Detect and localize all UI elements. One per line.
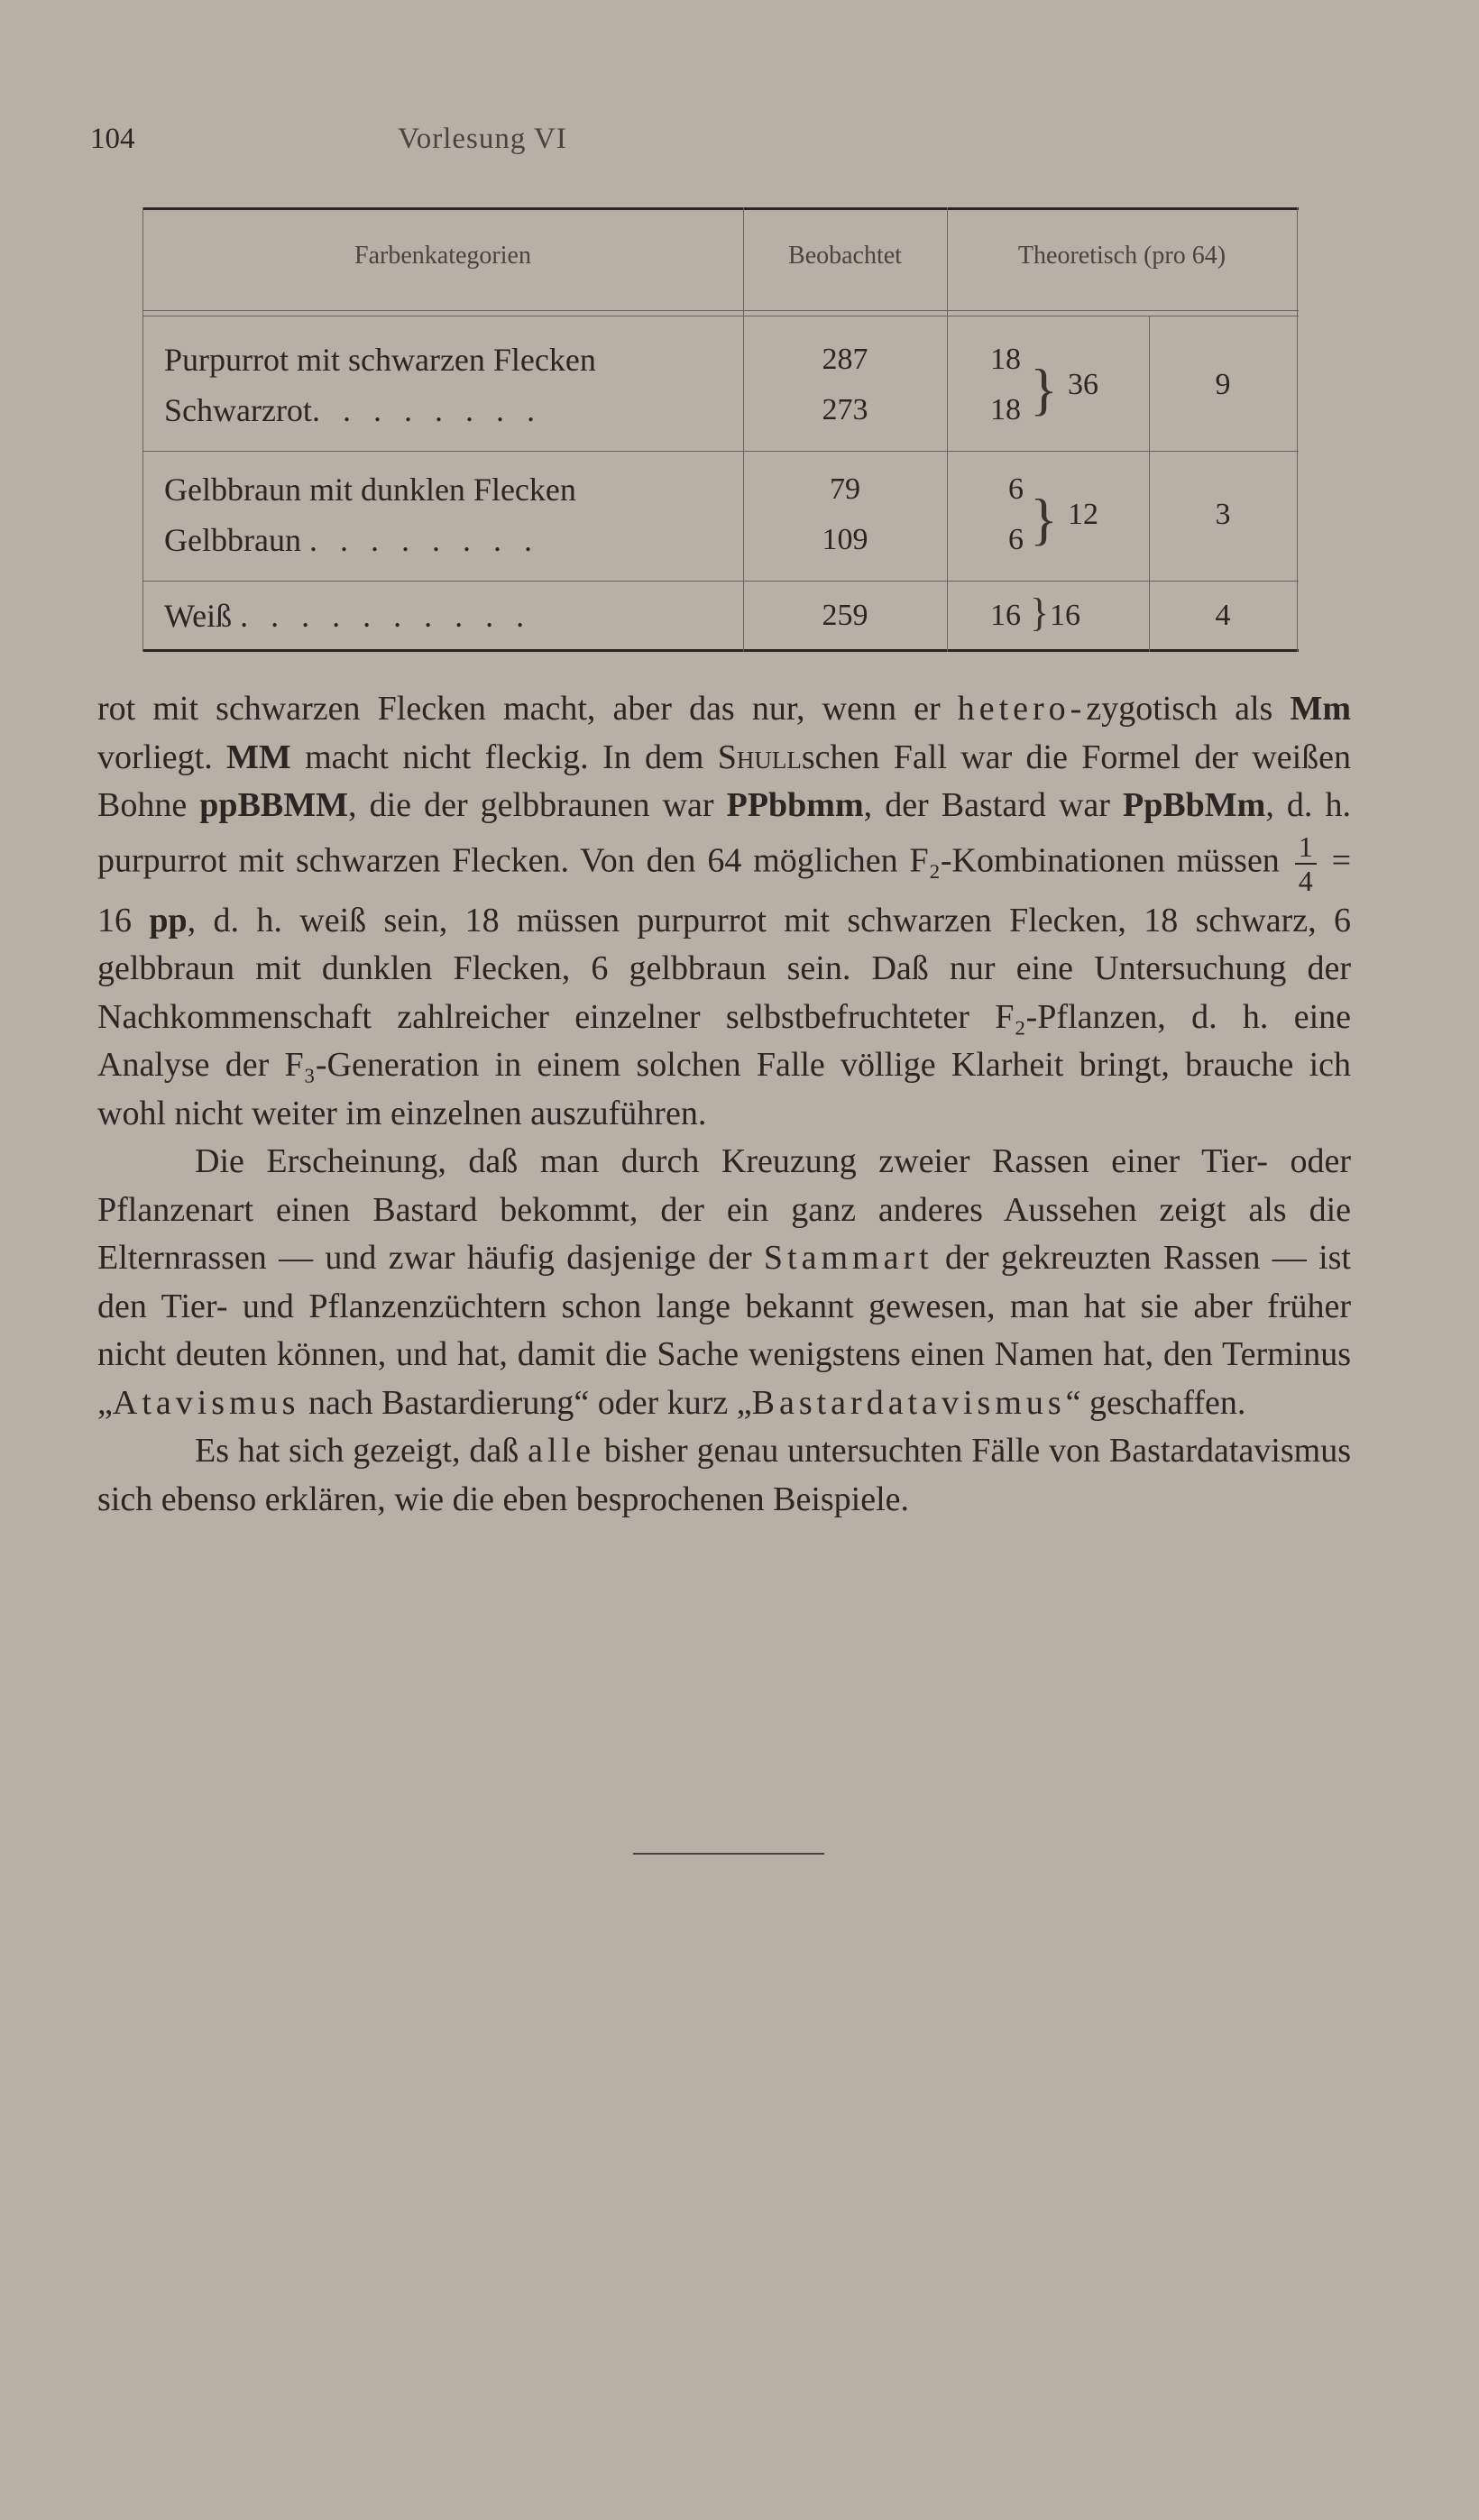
table-left-line: [142, 207, 143, 652]
fraction: [1295, 830, 1317, 897]
author-shull: Shull: [717, 738, 802, 776]
emphasis-alle: alle: [528, 1432, 595, 1470]
row-leader: . . . . . . . .: [311, 392, 542, 428]
header-theoretisch: Theoretisch (pro 64): [1017, 242, 1226, 270]
row-label: Purpurrot mit schwarzen Flecken: [164, 342, 596, 378]
end-rule: [633, 1853, 824, 1855]
paragraph-1: rot mit schwarzen Flecken macht, aber das nur, wenn er hetero-zygotisch als Mm vorliegt. MM macht nicht fleckig. In dem Shullschen Fall war die Formel der weißen Bohne ppBBMM, die der gelbbraunen war PPbbmm, der Bastard war PpBbMm, d. h. purpurrot mit schwarzen Flecken. Von den 64 möglichen F₂-Kombinationen müssen $\frac{1}{4}$ = 16 pp, d. h. weiß sein, 18 müssen purpurrot mit schwarzen Flecken, 18 schwarz, 6 gelbbraun mit dunklen Flecken, 6 gelbbraun sein. Daß nur eine Untersuchung der Nachkommenschaft zahlreicher einzelner selbstbefruchteter F₂-Pflanzen, d. h. eine Analyse der F₃-Generation in einem solchen Falle völlige Klarheit bringt, brauche ich wohl nicht weiter im einzelnen auszuführen.: [97, 690, 1351, 1132]
group-subtotal: 36: [1068, 368, 1098, 401]
page-number: 104: [90, 123, 135, 155]
formula-ppBBMM: ppBBMM: [199, 786, 348, 824]
row-theory: 6: [1008, 523, 1024, 556]
row-observed: 109: [822, 523, 868, 556]
row-label: Weiß: [164, 598, 233, 634]
formula-pp: pp: [149, 901, 188, 939]
formula-PpBbMm: PpBbMm: [1122, 786, 1266, 824]
emphasis-bastardatavismus: Bastardatavismus: [751, 1383, 1066, 1422]
formula-Mm: Mm: [1290, 690, 1351, 728]
emphasis-stammart: Stammart: [763, 1239, 933, 1277]
paragraph-3: Es hat sich gezeigt, daß alle bisher genau untersuchten Fälle von Bastardatavismus sich ebenso erklären, wie die eben besprochenen Beispiele.: [97, 1432, 1351, 1518]
running-head: Vorlesung VI: [398, 123, 567, 155]
formula-PPbbmm: PPbbmm: [726, 786, 864, 824]
fraction-denominator: 4: [1298, 864, 1313, 897]
group-ratio: 9: [1215, 368, 1231, 401]
group-subtotal: 12: [1068, 498, 1098, 531]
col-divider-2: [947, 207, 948, 652]
table-right-line: [1297, 207, 1298, 652]
row-leader: . . . . . . . .: [308, 522, 539, 558]
body-text: [97, 685, 1351, 1524]
emphasis-atavismus: Atavismus: [112, 1383, 300, 1422]
group-ratio: 3: [1215, 498, 1231, 531]
emphasis-hetero: hetero-: [957, 690, 1087, 728]
header-beobachtet: Beobachtet: [788, 242, 902, 270]
row-observed: 79: [830, 472, 860, 506]
header-farbenkategorien: Farbenkategorien: [354, 242, 531, 270]
row-theory: 6: [1008, 472, 1024, 506]
formula-MM: MM: [226, 738, 291, 776]
fraction-numerator: 1: [1295, 830, 1317, 865]
row-label: Gelbbraun: [164, 522, 301, 558]
paragraph-2: Die Erscheinung, daß man durch Kreuzung zweier Rassen einer Tier- oder Pflanzenart einen Bastard bekommt, der ein ganz anderes Aussehen zeigt als die Elternrassen — und zwar häufig dasjenige der Stammart der gekreuzten Rassen — ist den Tier- und Pflanzenzüchtern schon lange bekannt gewesen, man hat sie aber früher nicht deuten können, und hat, damit die Sache wenigstens einen Namen hat, den Terminus „Atavismus nach Bastardierung“ oder kurz „Bastardatavismus“ geschaffen.: [97, 1142, 1351, 1422]
table-bottom-rule: [142, 649, 1299, 652]
page-header: [90, 123, 1299, 166]
row-label-line: [164, 595, 531, 637]
row-leader: . . . . . . . . . .: [240, 598, 532, 634]
row-theory: 18: [990, 343, 1021, 376]
brace-icon: }: [1030, 487, 1058, 551]
col-divider-1: [743, 207, 744, 652]
row-label: Gelbbraun mit dunklen Flecken: [164, 472, 576, 508]
row-label-line: [164, 519, 539, 561]
row-observed: 287: [822, 343, 868, 376]
row-label: Schwarzrot: [164, 392, 312, 428]
group-ratio: 4: [1215, 599, 1231, 632]
header-rule: [142, 310, 1299, 311]
group-rule-2: [142, 581, 1299, 582]
group-rule-1: [142, 451, 1299, 452]
row-label-line: [164, 389, 542, 431]
row-observed: 273: [822, 393, 868, 426]
brace-icon: }: [1030, 591, 1050, 635]
row-observed: 259: [822, 599, 868, 632]
table-top-rule: [142, 207, 1299, 210]
color-category-table: [142, 207, 1299, 653]
group-subtotal: 16: [1050, 599, 1080, 632]
row-theory: 16: [990, 599, 1021, 632]
row-theory: 18: [990, 393, 1021, 426]
brace-icon: }: [1030, 357, 1058, 421]
